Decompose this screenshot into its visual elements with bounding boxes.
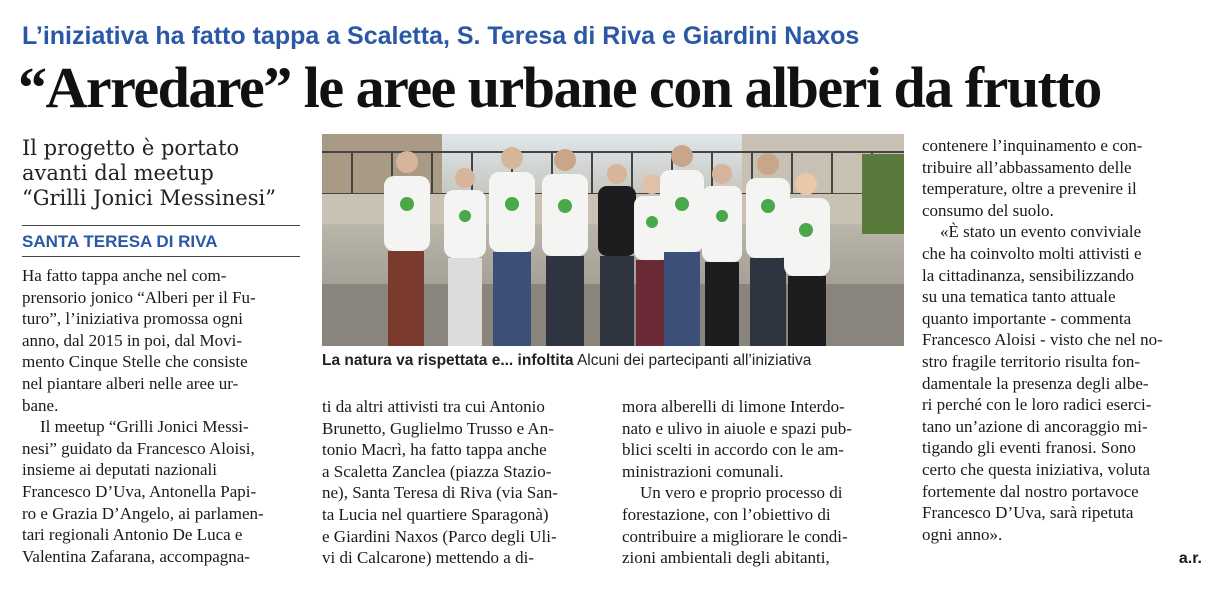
text-line: contribuire a migliorare le condi- — [622, 526, 848, 546]
text-line: quanto importante - commenta — [922, 308, 1132, 328]
text-line: a Scaletta Zanclea (piazza Stazio- — [322, 461, 552, 481]
text-line: stro fragile territorio risulta fon- — [922, 351, 1141, 371]
text-line: prensorio jonico “Alberi per il Fu- — [22, 287, 256, 307]
text-line: ta Lucia nel quartiere Sparagonà) — [322, 504, 549, 524]
headline: “Arredare” le aree urbane con alberi da frutto — [18, 55, 1101, 120]
text-line: contenere l’inquinamento e con- — [922, 136, 1143, 155]
divider — [22, 256, 300, 257]
dateline: SANTA TERESA DI RIVA — [22, 232, 218, 251]
subhead-line: avanti dal meetup — [22, 161, 214, 185]
text-line: Il meetup “Grilli Jonici Messi- — [40, 417, 249, 437]
text-line: la cittadinanza, sensibilizzando — [922, 265, 1134, 285]
text-line: damentale la presenza degli albe- — [922, 373, 1149, 393]
text-line: tigando gli eventi franosi. Sono — [922, 438, 1136, 458]
text-line: certo che questa iniziativa, voluta — [922, 459, 1150, 479]
text-line: nesi” guidato da Francesco Aloisi, — [22, 438, 255, 458]
text-line: insieme ai deputati nazionali — [22, 460, 217, 480]
text-line: ogni anno». — [922, 524, 1003, 544]
text-line: anno, dal 2015 in poi, dal Movi- — [22, 330, 243, 350]
text-line: Francesco D’Uva, sarà ripetuta — [922, 503, 1134, 523]
text-line: blici scelti in accordo con le am- — [622, 440, 844, 460]
text-line: che ha coinvolto molti attivisti e — [922, 243, 1142, 263]
subheadline — [22, 136, 312, 211]
text-line: tonio Macrì, ha fatto tappa anche — [322, 440, 547, 460]
text-line: Un vero e proprio processo di — [640, 483, 843, 503]
text-line: mora alberelli di limone Interdo- — [622, 397, 845, 416]
caption-title: La natura va rispettata e... infoltita — [322, 352, 574, 369]
article-column-2 — [322, 396, 609, 569]
text-line: ti da altri attivisti tra cui Antonio — [322, 397, 545, 416]
text-line: tano un’azione di ancoraggio mi- — [922, 416, 1148, 436]
text-line: Francesco D’Uva, Antonella Papi- — [22, 481, 257, 501]
text-line: ri perché con le loro radici eserci- — [922, 395, 1152, 415]
divider — [22, 225, 300, 226]
kicker: L’iniziativa ha fatto tappa a Scaletta, S. Teresa di Riva e Giardini Naxos — [22, 22, 860, 50]
subhead-line: Il progetto è portato — [22, 136, 240, 160]
text-line: vi di Calcarone) mettendo a di- — [322, 548, 534, 568]
text-line: zioni ambientali degli abitanti, — [622, 548, 830, 568]
article-column-1 — [22, 265, 305, 567]
text-line: nel piantare alberi nelle aree ur- — [22, 373, 239, 393]
photo-caption — [322, 352, 811, 370]
text-line: Francesco Aloisi - visto che nel no- — [922, 330, 1163, 350]
caption-text: Alcuni dei partecipanti all’iniziativa — [576, 352, 812, 369]
text-line: temperature, oltre a prevenire il — [922, 179, 1137, 199]
text-line: Ha fatto tappa anche nel com- — [22, 266, 227, 285]
text-line: forestazione, con l’obiettivo di — [622, 504, 831, 524]
group-photo-illustration — [322, 134, 904, 346]
text-line: consumo del suolo. — [922, 200, 1054, 220]
text-line: ro e Grazia D’Angelo, ai parlamen- — [22, 503, 264, 523]
article-column-3 — [622, 396, 910, 569]
article-photo — [322, 134, 904, 346]
text-line: «È stato un evento conviviale — [940, 222, 1142, 242]
text-line: ne), Santa Teresa di Riva (via San- — [322, 483, 558, 503]
text-line: bane. — [22, 395, 59, 415]
text-line: su una tematica tanto attuale — [922, 287, 1116, 307]
text-line: tribuire all’abbassamento delle — [922, 157, 1132, 177]
text-line: mento Cinque Stelle che consiste — [22, 352, 248, 372]
subhead-line: “Grilli Jonici Messinesi” — [22, 186, 276, 210]
text-line: fortemente dal nostro portavoce — [922, 481, 1139, 501]
text-line: turo”, l’iniziativa promossa ogni — [22, 309, 243, 329]
text-line: Brunetto, Guglielmo Trusso e An- — [322, 418, 554, 438]
text-line: e Giardini Naxos (Parco degli Uli- — [322, 526, 557, 546]
text-line: ministrazioni comunali. — [622, 461, 784, 481]
text-line: nato e ulivo in aiuole e spazi pub- — [622, 418, 852, 438]
article-column-4 — [922, 135, 1200, 545]
author-signature: a.r. — [1178, 550, 1202, 567]
text-line: Valentina Zafarana, accompagna- — [22, 546, 250, 566]
text-line: tari regionali Antonio De Luca e — [22, 525, 243, 545]
